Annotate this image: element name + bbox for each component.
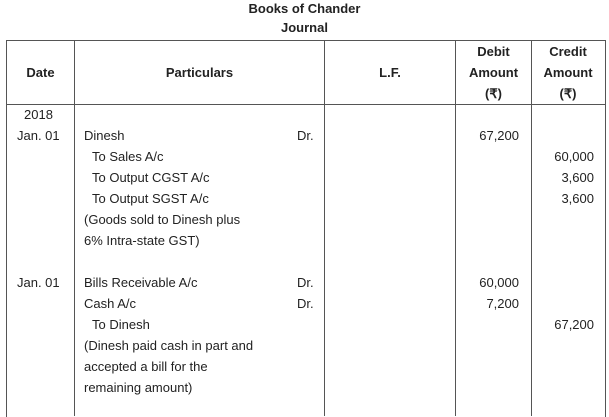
entry-2-debit-account-2: Cash A/c <box>84 296 137 311</box>
header-date: Date <box>26 65 55 80</box>
header-divider <box>6 104 606 105</box>
entry-year: 2018 <box>24 107 53 122</box>
entry-1-credit-amount-2: 3,600 <box>561 170 594 185</box>
entry-1-dr-mark: Dr. <box>297 128 314 143</box>
entry-2-debit-account-1: Bills Receivable A/c <box>84 275 198 290</box>
book-title: Books of Chander <box>248 1 361 16</box>
header-debit-line2: Amount <box>468 65 519 80</box>
entry-1-debit-account: Dinesh <box>84 128 125 143</box>
entry-1-credit-amount-1: 60,000 <box>554 149 594 164</box>
entry-1-credit-account-3: To Output SGST A/c <box>92 191 209 206</box>
entry-2-dr-mark-1: Dr. <box>297 275 314 290</box>
entry-2-credit-amount: 67,200 <box>554 317 594 332</box>
entry-1-credit-account-2: To Output CGST A/c <box>92 170 210 185</box>
entry-1-narration-line2: 6% Intra-state GST) <box>84 233 200 248</box>
entry-2-dr-mark-2: Dr. <box>297 296 314 311</box>
entry-2-credit-account: To Dinesh <box>92 317 150 332</box>
header-lf: L.F. <box>379 65 401 80</box>
header-debit-line1: Debit <box>477 44 510 59</box>
entry-2-date: Jan. 01 <box>17 275 60 290</box>
entry-1-credit-amount-3: 3,600 <box>561 191 594 206</box>
particulars-column-divider <box>324 40 325 416</box>
entry-1-narration-line1: (Goods sold to Dinesh plus <box>84 212 241 227</box>
date-column-divider <box>74 40 75 416</box>
entry-2-debit-amount-1: 60,000 <box>479 275 519 290</box>
entry-1-debit-amount: 67,200 <box>479 128 519 143</box>
entry-1-date: Jan. 01 <box>17 128 60 143</box>
header-credit-line1: Credit <box>549 44 587 59</box>
header-particulars: Particulars <box>165 65 234 80</box>
journal-title: Journal <box>281 20 328 35</box>
entry-2-narration-line2: accepted a bill for the <box>84 359 208 374</box>
header-credit-line2: Amount <box>543 65 593 80</box>
header-credit-line3: (₹) <box>559 86 577 101</box>
header-debit-line3: (₹) <box>485 86 502 101</box>
entry-1-credit-account-1: To Sales A/c <box>92 149 164 164</box>
entry-2-narration-line1: (Dinesh paid cash in part and <box>84 338 254 353</box>
entry-2-debit-amount-2: 7,200 <box>486 296 519 311</box>
entry-2-narration-line3: remaining amount) <box>84 380 193 395</box>
